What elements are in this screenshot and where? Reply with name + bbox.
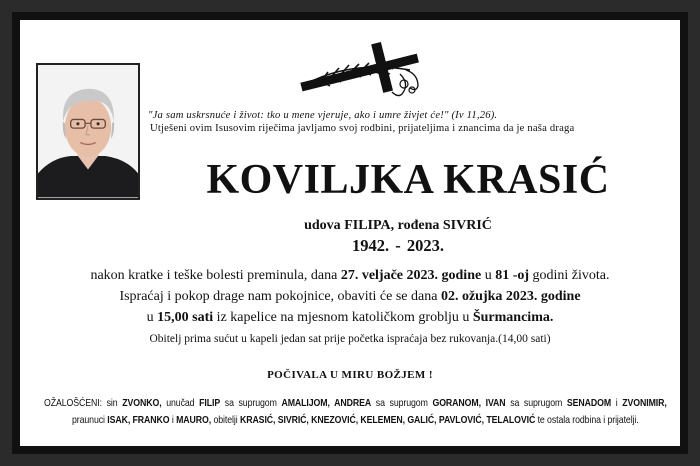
cross-with-palm-icon xyxy=(292,40,428,104)
mourner-relation: te ostala rodbina i prijatelji. xyxy=(537,415,639,426)
mourner-name: AMALIJOM, ANDREA xyxy=(281,398,372,409)
mourners-row-1 xyxy=(44,395,667,412)
deceased-name: KOVILJKA KRASIĆ xyxy=(206,157,610,203)
funeral-date: 02. ožujka 2023. godine xyxy=(440,289,581,304)
life-years: 1942. - 2023. xyxy=(352,236,444,255)
mourner-relation: i xyxy=(171,415,174,426)
funeral-time: 15,00 sati xyxy=(157,310,214,325)
husband-name: FILIPA, xyxy=(344,218,395,233)
mourner-relation: sa suprugom xyxy=(510,398,563,409)
mourner-relation: i xyxy=(615,398,618,409)
death-text-end: godini života. xyxy=(532,268,610,283)
obituary-notice xyxy=(20,20,680,446)
quote-verse: "Ja sam uskrsnuće i život: tko u mene vjeruje, ako i umre živjet će!" (Iv 11,26). xyxy=(148,110,498,121)
mourners-list xyxy=(44,395,667,429)
mourner-relation: sa suprugom xyxy=(224,398,277,409)
death-date: 27. veljače 2023. godine xyxy=(340,268,482,283)
condolences-note: Obitelj prima sućut u kapeli jedan sat prije početka ispraćaja bez rukovanja.(14,00 sati) xyxy=(149,333,551,345)
mourner-name: ISAK, FRANKO xyxy=(107,415,170,426)
funeral-place-text: iz kapelice na mjesnom katoličkom groblju u xyxy=(216,310,470,325)
funeral-line xyxy=(20,287,680,307)
quote-intro: Utješeni ovim Isusovim riječima javljamo svoj rodbini, prijateljima i znancima da je naša draga xyxy=(150,123,575,134)
death-text: nakon kratke i teške bolesti preminula, dana xyxy=(90,268,338,283)
maiden-name: SIVRIĆ xyxy=(442,218,492,233)
funeral-text: Ispraćaj i pokop drage nam pokojnice, obaviti će se dana xyxy=(119,289,438,304)
mourners-row-2 xyxy=(44,412,667,429)
mourner-relation: sin xyxy=(106,398,118,409)
mourner-relation: obitelji xyxy=(213,415,238,426)
death-age: 81 -oj xyxy=(495,268,530,283)
funeral-place-line xyxy=(20,308,680,328)
mourner-name: MAURO, xyxy=(176,415,212,426)
mourner-name: ZVONIMIR, xyxy=(622,398,667,409)
deceased-portrait xyxy=(36,63,140,200)
mourner-name: GORANOM, IVAN xyxy=(432,398,506,409)
mourner-families: KRASIĆ, SIVRIĆ, KNEZOVIĆ, KELEMEN, GALIĆ, PAVLOVIĆ, TELALOVIĆ xyxy=(239,415,536,426)
mourner-name: ZVONKO, xyxy=(122,398,162,409)
mourner-relation: praunuci xyxy=(71,415,105,426)
born-prefix: rođena xyxy=(397,218,440,233)
mourner-name: FILIP xyxy=(199,398,221,409)
portrait-image xyxy=(38,65,138,198)
funeral-text-u: u xyxy=(146,310,154,325)
mourner-name: SENADOM xyxy=(566,398,612,409)
funeral-place: Šurmancima. xyxy=(472,310,554,325)
mourner-relation: unučad xyxy=(166,398,195,409)
death-text-u: u xyxy=(484,268,492,283)
bible-quote xyxy=(148,109,674,135)
mourners-label: OŽALOŠĆENI: xyxy=(44,398,102,409)
widow-line xyxy=(198,218,598,234)
rip-line: POČIVALA U MIRU BOŽJEM ! xyxy=(267,369,433,381)
widow-prefix: udova xyxy=(304,218,341,233)
mourner-relation: sa suprugom xyxy=(375,398,428,409)
death-announcement-line xyxy=(20,266,680,286)
